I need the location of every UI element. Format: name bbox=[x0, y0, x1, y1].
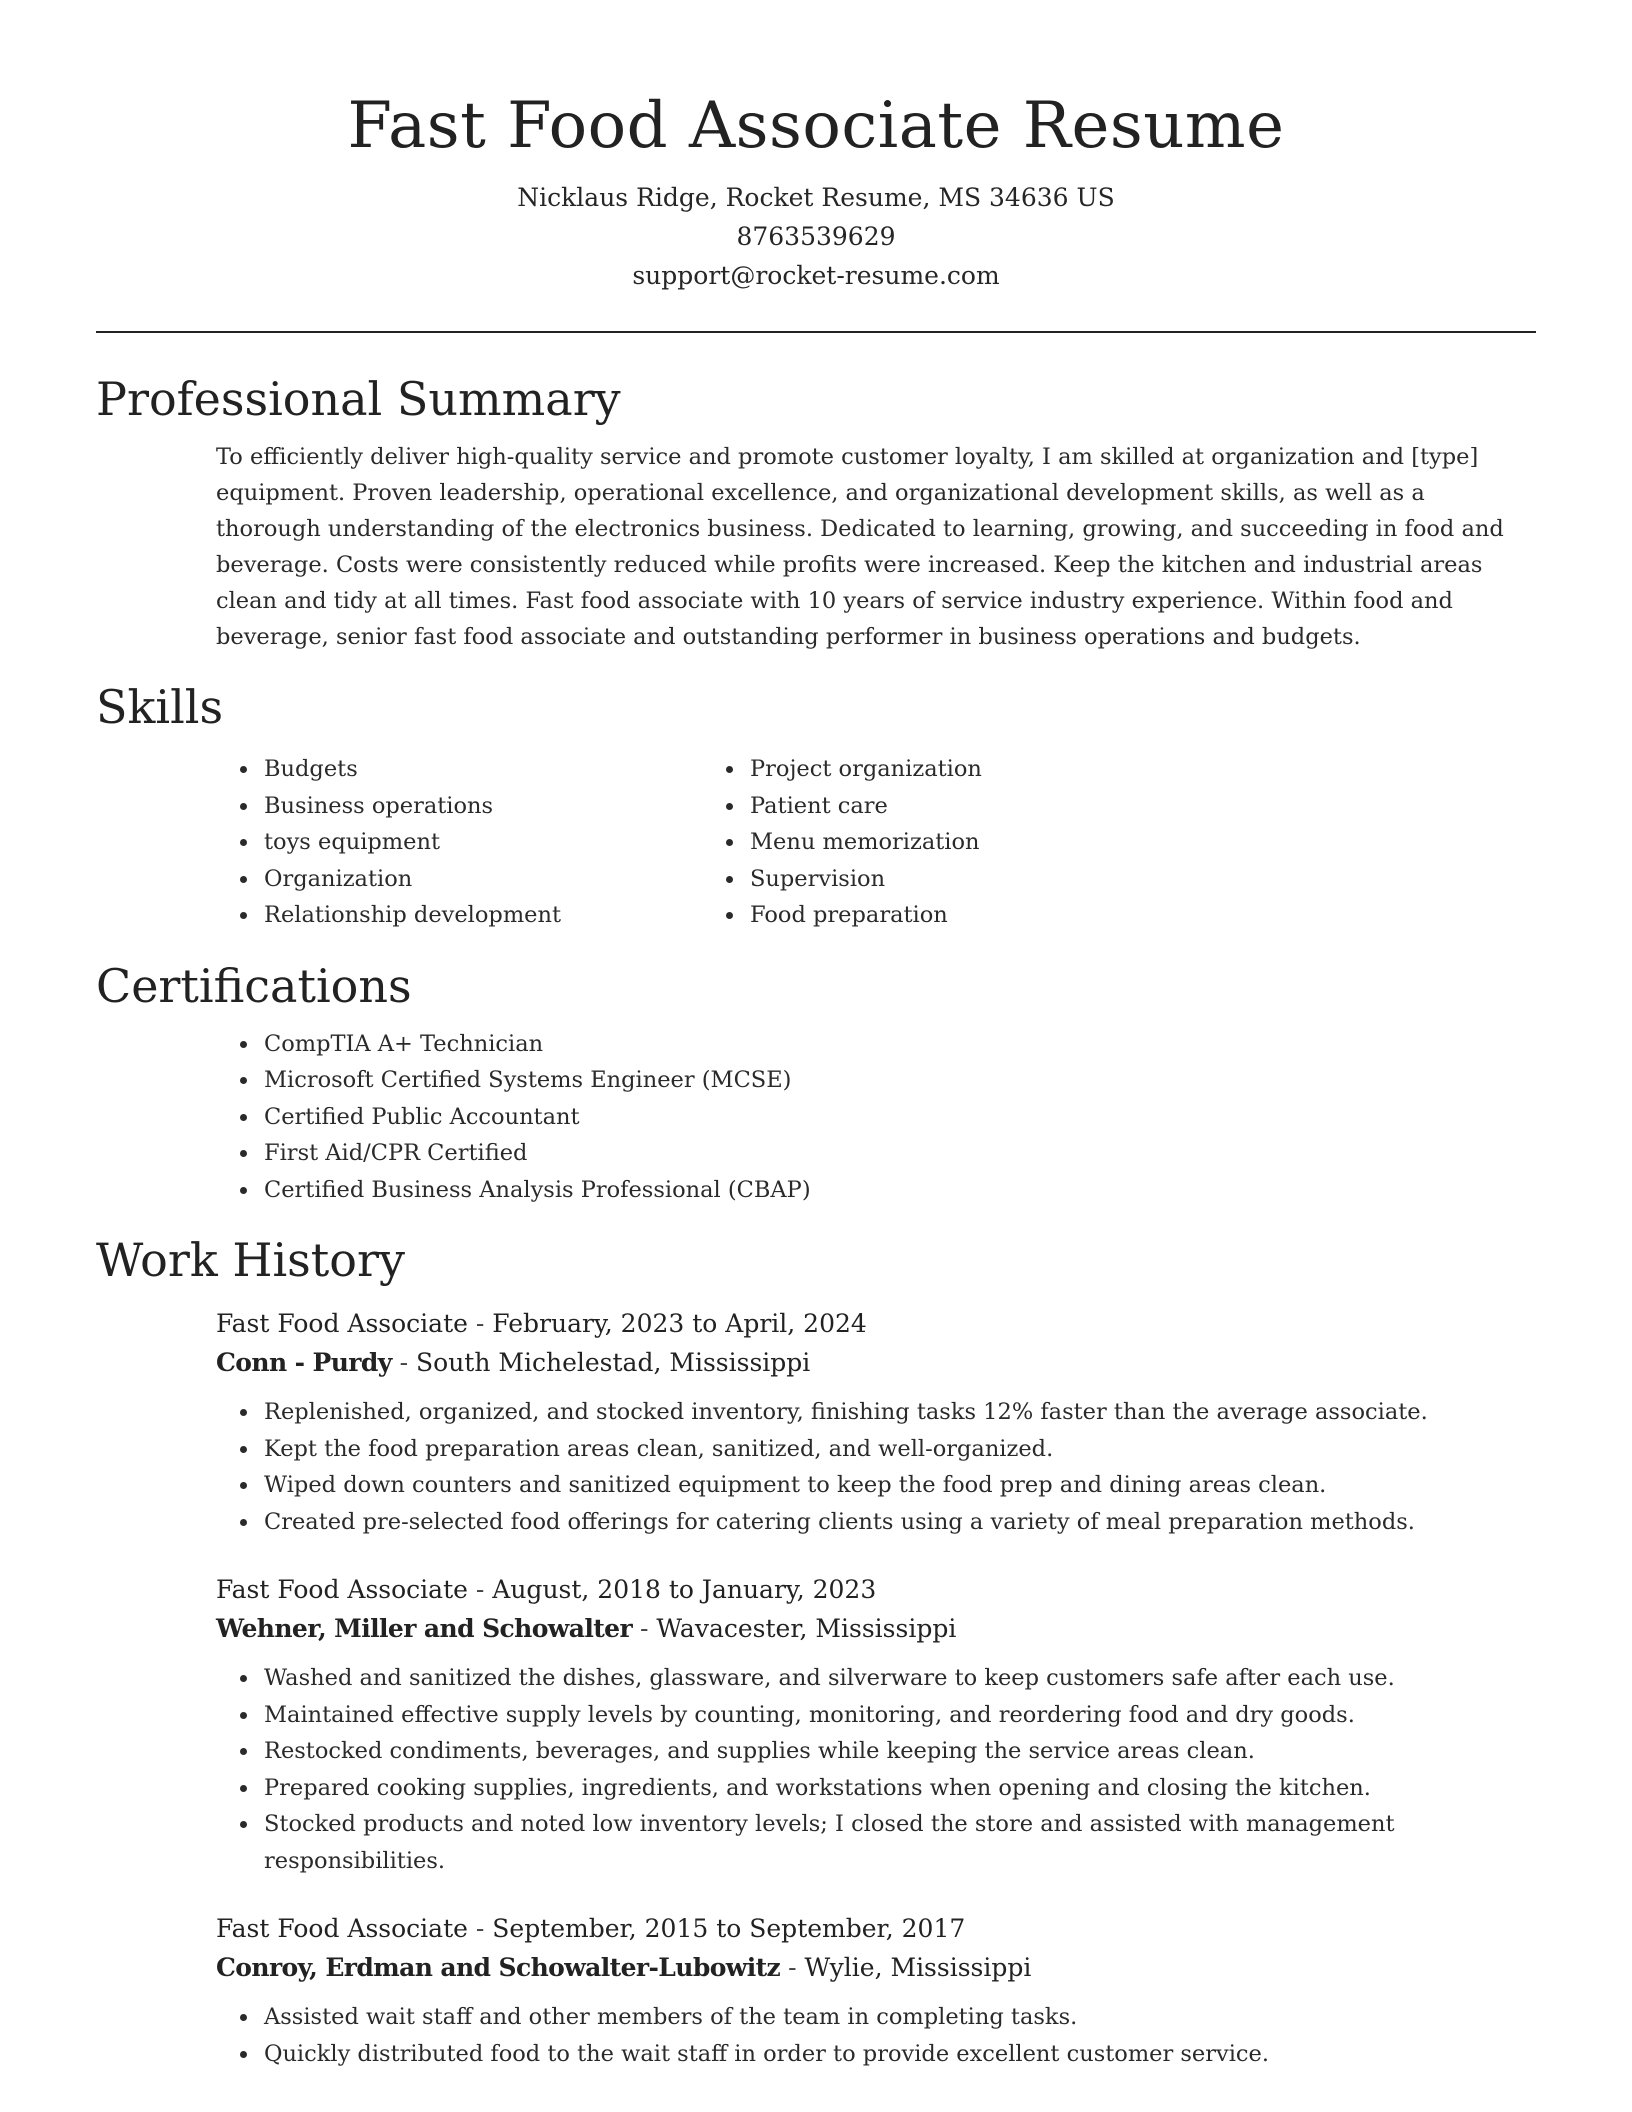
resume-page bbox=[96, 0, 1536, 2072]
job-duty: • Replenished, organized, and stocked inventory, finishing tasks 12% faster than the average associate. bbox=[260, 1394, 1536, 1431]
separator: - bbox=[788, 1953, 805, 1982]
certifications-list bbox=[96, 1026, 1536, 1209]
separator: - bbox=[475, 1575, 493, 1604]
resume-title: Fast Food Associate Resume bbox=[347, 89, 1285, 163]
job-title-line bbox=[216, 1304, 1536, 1343]
contact-info bbox=[96, 178, 1536, 295]
section-title-skills: Skills bbox=[96, 680, 224, 734]
job-duty: • Prepared cooking supplies, ingredients, and workstations when opening and closing the kitchen. bbox=[260, 1770, 1536, 1807]
job-duty: • Restocked condiments, beverages, and supplies while keeping the service areas clean. bbox=[260, 1733, 1536, 1770]
job-location: Wylie, Mississippi bbox=[804, 1953, 1032, 1982]
skill-item: • Menu memorization bbox=[746, 824, 1232, 861]
section-title-work-history: Work History bbox=[96, 1233, 405, 1287]
section-title-summary: Professional Summary bbox=[96, 372, 621, 426]
address: Nicklaus Ridge, Rocket Resume, MS 34636 US bbox=[517, 183, 1115, 212]
skill-item: • Supervision bbox=[746, 861, 1232, 898]
skills-column-right bbox=[746, 751, 1232, 934]
job-duties bbox=[216, 1660, 1536, 1879]
job-title: Fast Food Associate bbox=[216, 1575, 468, 1604]
job-title-line bbox=[216, 1909, 1536, 1948]
job-location: Wavacester, Mississippi bbox=[656, 1614, 957, 1643]
job-location: South Michelestad, Mississippi bbox=[416, 1348, 811, 1377]
job-title: Fast Food Associate bbox=[216, 1309, 468, 1338]
skill-item: • Project organization bbox=[746, 751, 1232, 788]
job-duty: • Kept the food preparation areas clean, sanitized, and well-organized. bbox=[260, 1431, 1536, 1468]
skill-item: • toys equipment bbox=[260, 824, 746, 861]
job-title: Fast Food Associate bbox=[216, 1914, 468, 1943]
job-company: Conroy, Erdman and Schowalter-Lubowitz bbox=[216, 1953, 781, 1982]
skill-item: • Business operations bbox=[260, 788, 746, 825]
job-duty: • Assisted wait staff and other members of the team in completing tasks. bbox=[260, 1999, 1536, 2036]
section-title-certifications: Certifications bbox=[96, 958, 412, 1013]
job-entry bbox=[216, 1909, 1536, 2072]
certification-item: • Microsoft Certified Systems Engineer (MCSE) bbox=[260, 1062, 1536, 1099]
certification-item: • First Aid/CPR Certified bbox=[260, 1135, 1536, 1172]
job-company-line bbox=[216, 1948, 1536, 1987]
job-dates: February, 2023 to April, 2024 bbox=[492, 1309, 867, 1338]
certification-item: • Certified Business Analysis Professional (CBAP) bbox=[260, 1172, 1536, 1209]
phone: 8763539629 bbox=[736, 222, 896, 251]
job-duty: • Created pre-selected food offerings for catering clients using a variety of meal preparation methods. bbox=[260, 1504, 1536, 1541]
job-duty: • Maintained effective supply levels by counting, monitoring, and reordering food and dry goods. bbox=[260, 1697, 1536, 1734]
job-company-line bbox=[216, 1609, 1536, 1648]
separator: - bbox=[475, 1309, 493, 1338]
job-duties bbox=[216, 1394, 1536, 1540]
job-duty: • Stocked products and noted low inventory levels; I closed the store and assisted with management responsibilities. bbox=[260, 1806, 1536, 1879]
header-divider bbox=[96, 331, 1536, 333]
job-dates: August, 2018 to January, 2023 bbox=[492, 1575, 877, 1604]
skills-list bbox=[96, 751, 1536, 934]
separator: - bbox=[399, 1348, 417, 1377]
job-entry bbox=[216, 1570, 1536, 1879]
job-title-line bbox=[216, 1570, 1536, 1609]
skill-item: • Relationship development bbox=[260, 897, 746, 934]
certification-item: • Certified Public Accountant bbox=[260, 1099, 1536, 1136]
summary-text: To efficiently deliver high-quality service and promote customer loyalty, I am skilled at organization and [type] equipment. Proven leadership, operational excellence, and organizational development skills, as well as a thorough understanding of the electronics business. Dedicated to learning, growing, and succeeding in food and beverage. Costs were consistently reduced while profits were increased. Keep the kitchen and industrial areas clean and tidy at all times. Fast food associate with 10 years of service industry experience. Within food and beverage, senior fast food associate and outstanding performer in business operations and budgets. bbox=[216, 444, 1504, 650]
job-dates: September, 2015 to September, 2017 bbox=[492, 1914, 966, 1943]
job-duty: • Washed and sanitized the dishes, glassware, and silverware to keep customers safe after each use. bbox=[260, 1660, 1536, 1697]
skill-item: • Patient care bbox=[746, 788, 1232, 825]
job-company-line bbox=[216, 1343, 1536, 1382]
certification-item: • CompTIA A+ Technician bbox=[260, 1026, 1536, 1063]
job-company: Conn - Purdy bbox=[216, 1348, 392, 1377]
job-company: Wehner, Miller and Schowalter bbox=[216, 1614, 633, 1643]
skill-item: • Budgets bbox=[260, 751, 746, 788]
job-duty: • Quickly distributed food to the wait staff in order to provide excellent customer service. bbox=[260, 2036, 1536, 2073]
separator: - bbox=[640, 1614, 657, 1643]
skills-column-left bbox=[96, 751, 746, 934]
email: support@rocket-resume.com bbox=[632, 261, 1000, 290]
job-entry bbox=[216, 1304, 1536, 1540]
skill-item: • Organization bbox=[260, 861, 746, 898]
job-duty: • Wiped down counters and sanitized equipment to keep the food prep and dining areas clean. bbox=[260, 1467, 1536, 1504]
job-duties bbox=[216, 1999, 1536, 2072]
separator: - bbox=[475, 1914, 493, 1943]
skill-item: • Food preparation bbox=[746, 897, 1232, 934]
